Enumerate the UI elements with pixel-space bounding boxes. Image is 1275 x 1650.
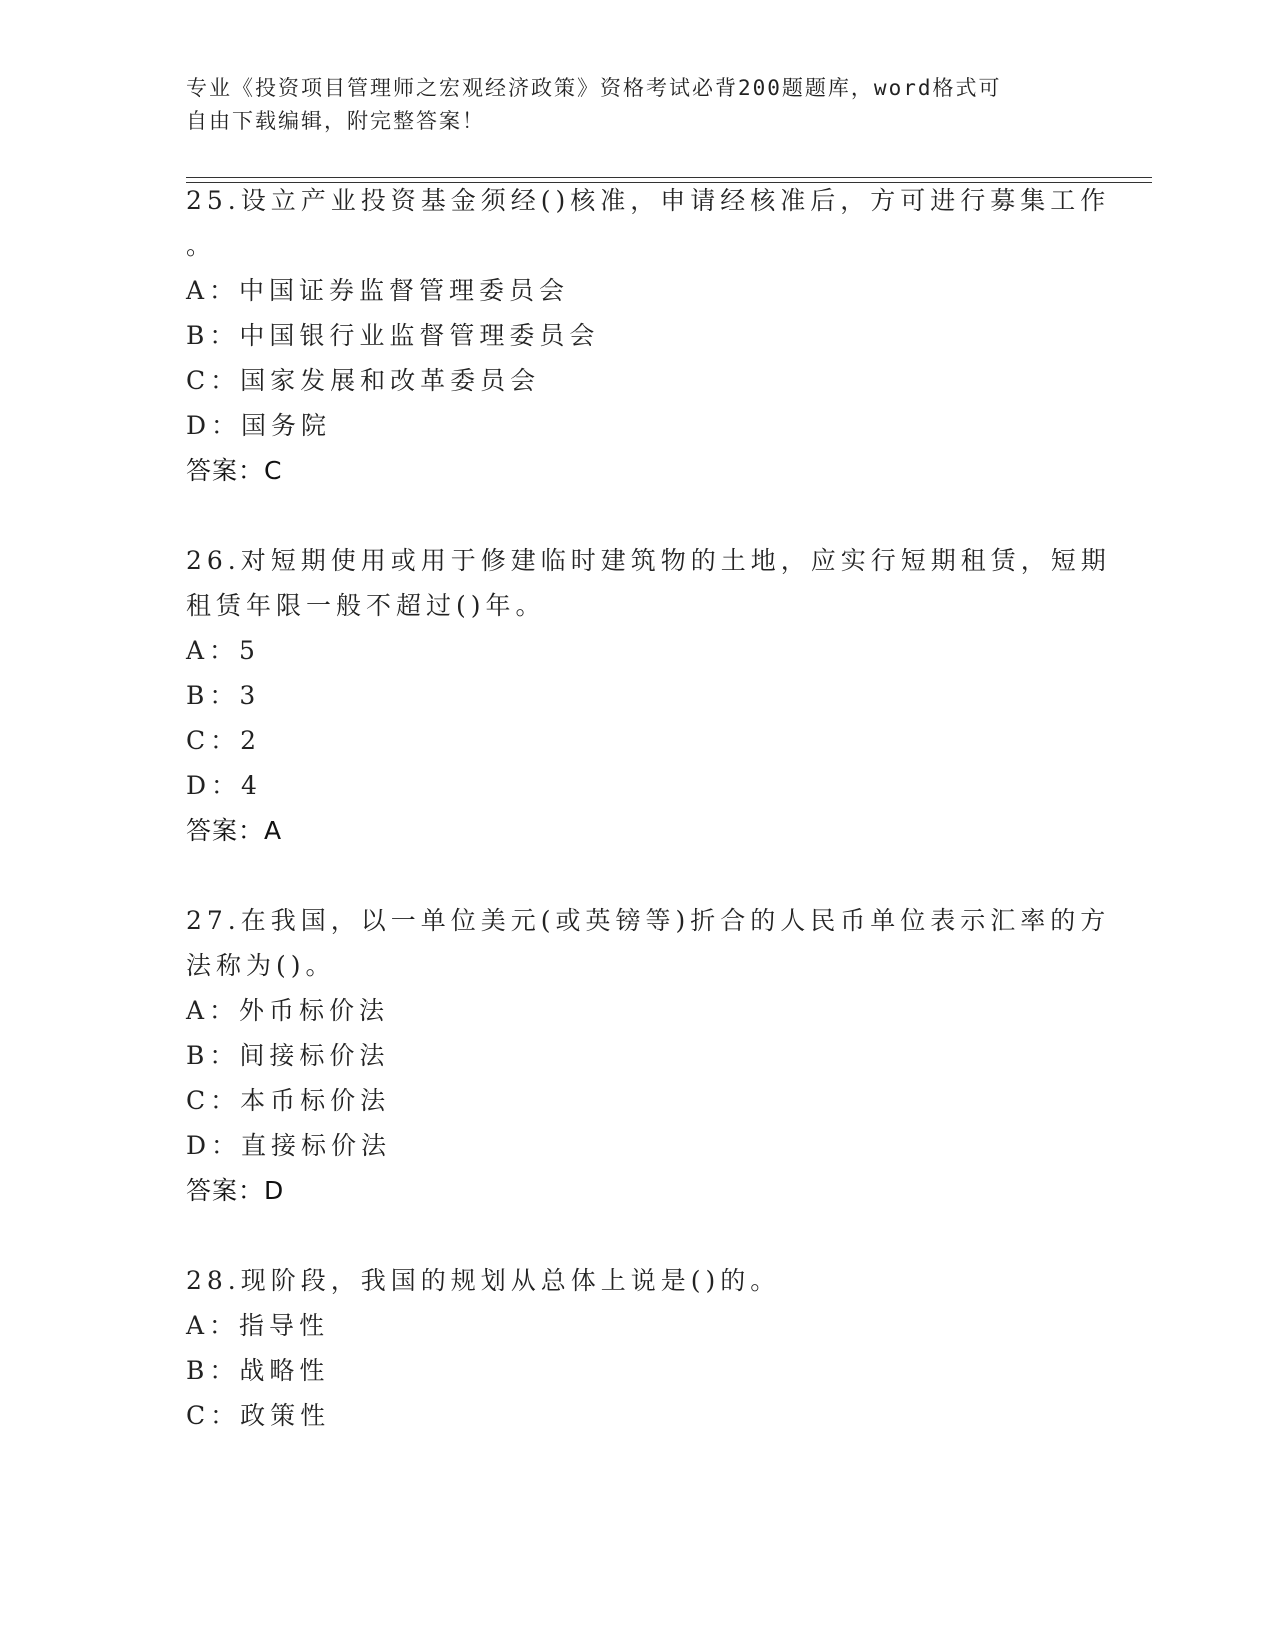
- option-c: C：政策性: [186, 1401, 331, 1430]
- option-a: A：外币标价法: [186, 996, 390, 1025]
- option-c: C：本币标价法: [186, 1086, 391, 1115]
- option-d: D：直接标价法: [186, 1131, 392, 1160]
- question-text: [186, 898, 1111, 988]
- option-a: A：中国证券监督管理委员会: [186, 276, 570, 305]
- answer-label: 答案：D: [186, 1176, 285, 1205]
- document-header: [186, 72, 1086, 138]
- option-b: B：间接标价法: [186, 1041, 390, 1070]
- question-text: [186, 178, 1111, 268]
- header-line-1: 专业《投资项目管理师之宏观经济政策》资格考试必背200题题库，word格式可: [186, 76, 1002, 100]
- question-27: [186, 898, 1111, 1213]
- question-line: 法称为()。: [186, 951, 336, 980]
- question-line: 25.设立产业投资基金须经()核准，申请经核准后，方可进行募集工作: [186, 186, 1111, 215]
- option-c: C：国家发展和改革委员会: [186, 366, 541, 395]
- header-line-2: 自由下载编辑，附完整答案！: [186, 109, 485, 133]
- question-26: [186, 538, 1111, 853]
- question-text: [186, 1258, 1086, 1303]
- question-line: 26.对短期使用或用于修建临时建筑物的土地，应实行短期租赁，短期: [186, 546, 1111, 575]
- option-a: A：5: [186, 636, 260, 665]
- question-line: 27.在我国，以一单位美元(或英镑等)折合的人民币单位表示汇率的方: [186, 906, 1111, 935]
- option-a: A：指导性: [186, 1311, 330, 1340]
- option-d: D：4: [186, 771, 262, 800]
- answer-label: 答案：A: [186, 816, 283, 845]
- question-line: 租赁年限一般不超过()年。: [186, 591, 546, 620]
- option-b: B：中国银行业监督管理委员会: [186, 321, 600, 350]
- question-line: 。: [186, 231, 217, 260]
- answer-label: 答案：C: [186, 456, 283, 485]
- question-25: [186, 178, 1111, 493]
- question-text: [186, 538, 1111, 628]
- option-b: B：战略性: [186, 1356, 330, 1385]
- option-b: B：3: [186, 681, 261, 710]
- option-d: D：国务院: [186, 411, 332, 440]
- question-line: 28.现阶段，我国的规划从总体上说是()的。: [186, 1266, 781, 1295]
- question-28: [186, 1258, 1086, 1438]
- option-c: C：2: [186, 726, 262, 755]
